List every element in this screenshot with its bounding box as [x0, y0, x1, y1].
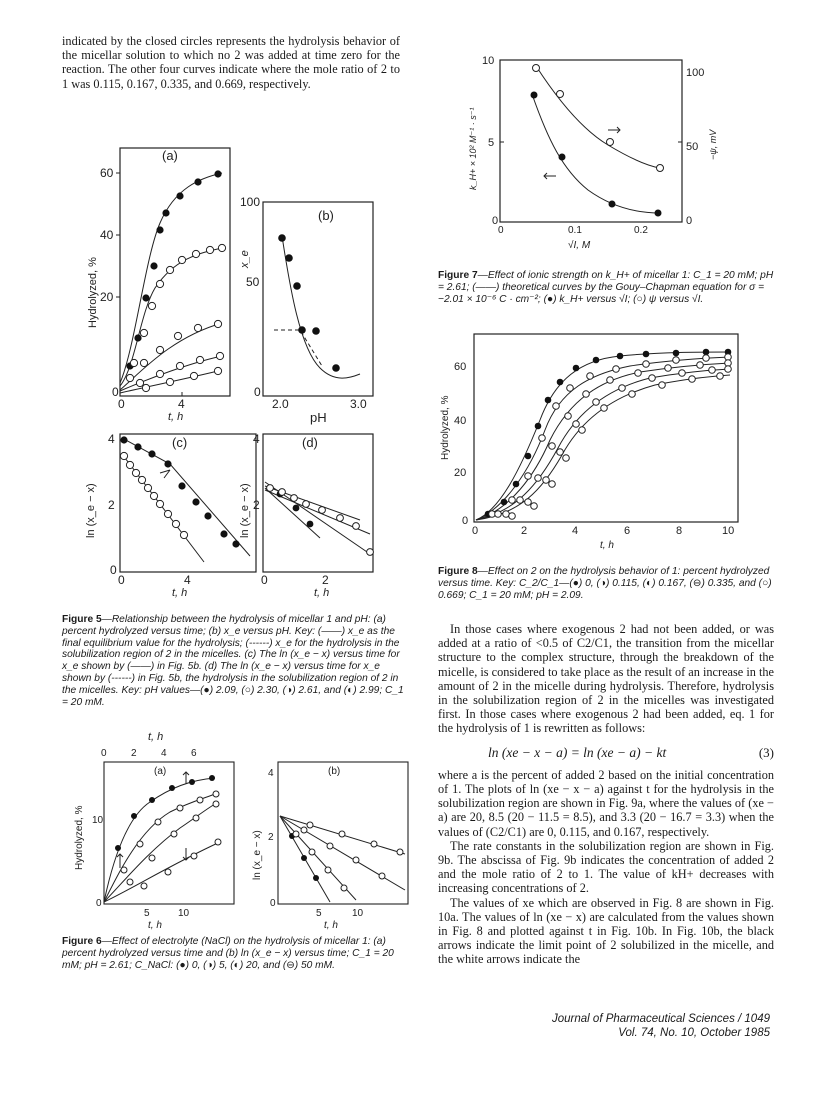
equation-number: (3): [758, 744, 774, 760]
fig6b-panel-label: (b): [328, 766, 341, 777]
fig6-panel-b: [252, 762, 408, 930]
fig8-ytick-0: 0: [462, 515, 469, 527]
fig8-xtick-8: 8: [676, 525, 683, 537]
fig7-ylabel-left: k_H+ × 10² M⁻¹ · s⁻¹: [468, 107, 478, 190]
fig8-xlabel: t, h: [600, 540, 614, 551]
fig5b-ytick-50: 50: [246, 275, 260, 289]
fig5c-xlabel: t, h: [172, 587, 188, 598]
fig6b-xlabel: t, h: [324, 920, 338, 930]
fig5d-panel-label: (d): [302, 435, 318, 450]
fig6b-ytick-2: 2: [268, 832, 274, 843]
paragraph-3: The rate constants in the solubilization region are shown in Fig. 9b. The abscissa of Fig. 9b indicates the concentration of added 2 and the mole ratio of 2 to 1. The value of kH+ decreases with increasing concentrations of 2.: [438, 838, 774, 896]
fig5c-xtick-4: 4: [184, 573, 191, 587]
fig7-ytick-10: 10: [482, 55, 495, 67]
figure-6-caption: [62, 936, 404, 971]
fig5a-xtick-0: 0: [118, 397, 125, 411]
fig7-xtick-01: 0.1: [568, 225, 582, 236]
fig5b-ylabel: x_e: [239, 250, 251, 268]
fig8-xtick-4: 4: [572, 525, 579, 537]
fig6b-ytick-4: 4: [268, 768, 274, 779]
fig5b-ytick-100: 100: [240, 195, 261, 209]
journal-name: Journal of Pharmaceutical Sciences / 1049: [552, 1013, 770, 1025]
fig8-ytick-40: 40: [454, 415, 467, 427]
fig7-xtick-0: 0: [498, 225, 504, 236]
fig7-ylabel-right: −ψ, mV: [708, 129, 718, 160]
fig5c-ytick-0: 0: [110, 563, 117, 577]
fig8-caption-text: —Effect on 2 on the hydrolysis behavior of 1: percent hydrolyzed versus time. Key: C_2/C_1—(●) 0, (◑) 0.115, (◐) 0.167, (⊖) 0.335, and (○) 0.669; C_1 = 20 mM; pH = 2.09.: [438, 566, 772, 601]
fig5-caption-text: —Relationship between the hydrolysis of micellar 1 and pH: (a) percent hydrolyzed versus time; (b) x_e versus pH. Key: (——) x_e as the final equilibrium value for the hydrolysis; (------) x_e for the hydrolysis in the solubilization region of 2 in the micelles. (c) The ln (x_e − x) versus time for x_e shown by (——) in Fig. 5b. (d) The ln (x_e − x) versus time for x_e shown by (------) in Fig. 5b, the hydrolysis in the solubilization region of 2 in the micelles. Key: pH values—(●) 2.09, (○) 2.30, (◑) 2.61, and (◐) 2.99; C_1 = 20 mM.: [62, 614, 404, 708]
fig5d-ylabel: ln (x_e − x): [239, 483, 251, 538]
fig7-caption-label: Figure 7: [438, 270, 478, 281]
right-column-text: [438, 622, 774, 967]
fig5d-xtick-0: 0: [261, 573, 268, 587]
fig5b-panel-label: (b): [318, 208, 334, 223]
fig5d-ytick-4: 4: [253, 432, 260, 446]
fig8-ytick-60: 60: [454, 361, 467, 373]
paragraph-4: The values of xe which are observed in Fig. 8 are shown in Fig. 10a. The values of ln (xe − x) are calculated from the values shown in Fig. 8 and plotted against t in Fig. 10b. In Fig. 10b, the black arrows indicate the limit point of 2 solubilized in the micelle, and the white arrows indicate the: [438, 895, 774, 967]
fig5a-ytick-0: 0: [112, 385, 119, 399]
figure-7-caption: [438, 270, 774, 305]
fig6a-top-tick-6: 6: [191, 748, 197, 759]
fig7-xtick-02: 0.2: [634, 225, 648, 236]
journal-volume: Vol. 74, No. 10, October 1985: [618, 1027, 770, 1039]
fig8-xtick-2: 2: [521, 525, 528, 537]
fig8-ytick-20: 20: [454, 467, 467, 479]
fig5c-panel-label: (c): [172, 435, 188, 450]
fig6a-top-tick-2: 2: [131, 748, 137, 759]
fig7-ytick-0: 0: [492, 215, 499, 227]
fig7-xlabel: √I, M: [568, 240, 591, 251]
fig6-panel-a: [74, 731, 234, 930]
figure-7: [438, 40, 738, 262]
fig5d-ytick-2: 2: [253, 498, 260, 512]
fig8-xtick-10: 10: [722, 525, 735, 537]
fig5a-xtick-4: 4: [178, 397, 185, 411]
fig7-ytick-right-100: 100: [686, 67, 705, 79]
fig6b-xtick-5: 5: [316, 908, 322, 919]
fig6a-ylabel: Hydrolyzed, %: [74, 805, 85, 870]
fig5c-ytick-2: 2: [108, 498, 115, 512]
figure-8: [420, 330, 760, 556]
fig6a-ytick-0: 0: [96, 898, 102, 909]
figure-6: [60, 730, 410, 930]
fig5d-xtick-2: 2: [322, 573, 329, 587]
fig5a-ytick-60: 60: [100, 166, 114, 180]
fig6a-xlabel: t, h: [148, 920, 162, 930]
fig5a-xlabel: t, h: [168, 411, 184, 423]
equation-3: [438, 746, 774, 760]
fig8-xtick-0: 0: [472, 525, 479, 537]
fig6b-xtick-10: 10: [352, 908, 364, 919]
equation-text: ln (xe − x − a) = ln (xe − a) − kt: [488, 744, 667, 760]
fig6a-top-label: t, h: [148, 731, 164, 743]
fig5-panel-c: [85, 432, 256, 598]
fig6b-ylabel: ln (x_e − x): [252, 830, 263, 880]
fig7-ytick-right-50: 50: [686, 141, 699, 153]
fig5-panel-d: [239, 432, 373, 598]
fig6a-xtick-10: 10: [178, 908, 190, 919]
intro-paragraph: [62, 34, 400, 91]
fig7-caption-text: —Effect of ionic strength on k_H+ of micellar 1: C_1 = 20 mM; pH = 2.61; (——) theoretical curves by the Gouy–Chapman equation for σ = −2.01 × 10⁻⁶ C · cm⁻²; (●) k_H+ versus √I; (○) ψ versus √I.: [438, 270, 774, 305]
fig5-panel-b: [239, 195, 373, 425]
fig5a-panel-label: (a): [162, 148, 178, 163]
fig6a-xtick-5: 5: [144, 908, 150, 919]
fig5b-xlabel: pH: [310, 410, 327, 425]
fig6a-top-tick-0: 0: [101, 748, 107, 759]
fig5d-xlabel: t, h: [314, 587, 330, 598]
figure-8-caption: [438, 566, 774, 601]
fig6a-ytick-10: 10: [92, 815, 104, 826]
fig8-xtick-6: 6: [624, 525, 631, 537]
fig5b-xtick-3: 3.0: [350, 397, 367, 411]
fig5c-xtick-0: 0: [118, 573, 125, 587]
paragraph-1: In those cases where exogenous 2 had not been added, or was added at a ratio of <0.5 of C2/C1, the transition from the micellar structure to the complex structure, through the breakdown of the micelle, is considered to take place as the result of an increase in the amount of 2 in the micelle during hydrolysis. Therefore, hydrolysis in the solubilization region of 2 in the micelles was investigated first. In those cases where exogenous 2 had been added, eq. 1 for the hydrolysis of 1 is rewritten as follows:: [438, 622, 774, 736]
fig6-caption-text: —Effect of electrolyte (NaCl) on the hydrolysis of micellar 1: (a) percent hydrolyzed versus time and (b) ln (x_e − x) versus time; C_1 = 20 mM; pH = 2.61; C_NaCl: (●) 0, (◑) 5, (◐) 20, and (⊖) 50 mM.: [62, 936, 394, 971]
intro-text: indicated by the closed circles represents the hydrolysis behavior of the micellar solution to which no 2 was added at time zero for the reaction. The other four curves indicate where the mole ratio of 2 to 1 was 0.115, 0.167, 0.335, and 0.669, respectively.: [62, 34, 400, 91]
fig5c-ylabel: ln (x_e − x): [85, 483, 97, 538]
fig7-ytick-right-0: 0: [686, 215, 693, 227]
fig5b-xtick-2: 2.0: [272, 397, 289, 411]
fig5-panel-a: [87, 148, 230, 423]
fig5a-ytick-20: 20: [100, 290, 114, 304]
fig5b-ytick-0: 0: [254, 385, 261, 399]
fig8-caption-label: Figure 8: [438, 566, 478, 577]
fig6a-panel-label: (a): [154, 766, 167, 777]
figure-5: [60, 138, 410, 598]
journal-footer: [476, 1012, 770, 1040]
fig6a-top-tick-4: 4: [161, 748, 167, 759]
fig6-caption-label: Figure 6: [62, 936, 102, 947]
fig8-ylabel: Hydrolyzed, %: [440, 395, 451, 460]
paragraph-2: where a is the percent of added 2 based on the initial concentration of 1. The plots of ln (xe − x − a) against t for the hydrolysis in the solubilization region are shown in Fig. 9a, where the values of (xe − a) are 20, 8.5 (20 − 11.5 = 8.5), and 3.3 (20 − 16.7 = 3.3) when the values of (C2/C1) are 0, 0.115, and 0.167, respectively.: [438, 767, 774, 839]
figure-5-caption: [62, 614, 404, 708]
fig5-caption-label: Figure 5: [62, 614, 102, 625]
fig6b-ytick-0: 0: [270, 898, 276, 909]
fig5a-ylabel: Hydrolyzed, %: [87, 257, 99, 328]
fig7-ytick-5: 5: [488, 137, 495, 149]
fig5a-ytick-40: 40: [100, 228, 114, 242]
fig5c-ytick-4: 4: [108, 432, 115, 446]
